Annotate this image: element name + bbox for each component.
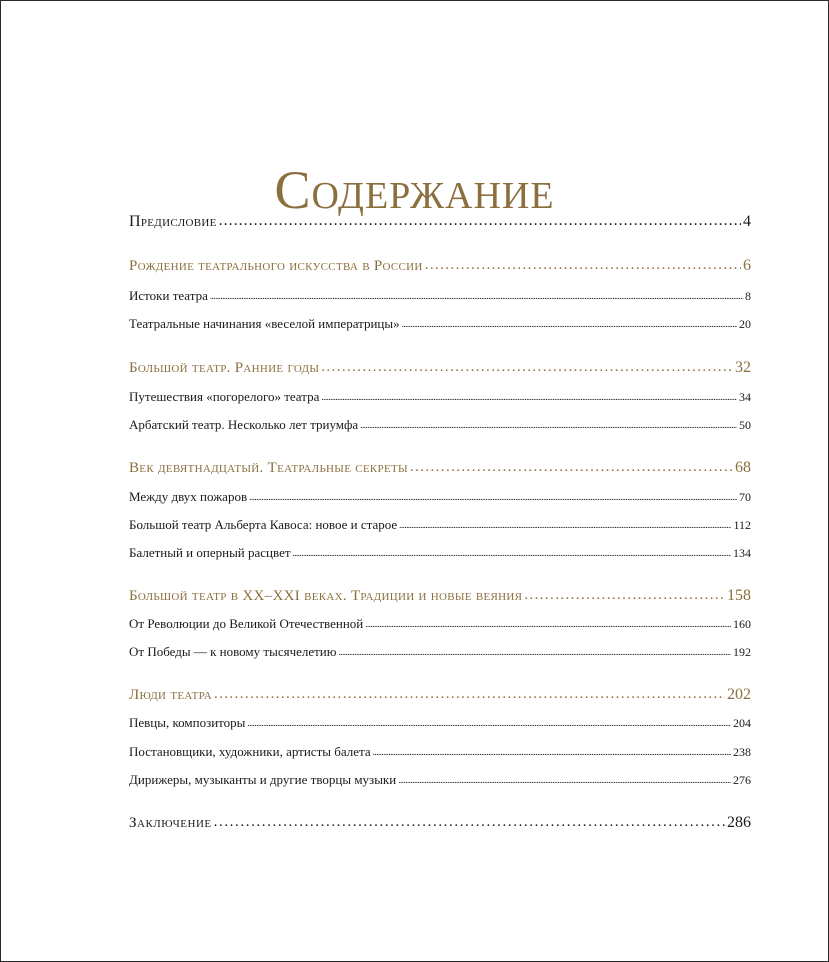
toc-entry-origins[interactable] <box>129 288 751 304</box>
toc-entry-label: Большой театр в XX–XXI веках. Традиции и новые веяния <box>129 588 523 604</box>
toc-entry-empress[interactable] <box>129 316 751 332</box>
dot-leader <box>365 615 731 631</box>
dot-leader <box>410 459 733 476</box>
dot-leader <box>247 714 731 730</box>
toc-entry-label: Путешествия «погорелого» театра <box>129 389 320 404</box>
toc-entry-label: От Революции до Великой Отечественной <box>129 616 364 631</box>
dot-leader <box>214 814 725 831</box>
toc-entry-travels[interactable] <box>129 389 751 405</box>
dot-leader <box>321 359 733 376</box>
toc-entry-label: Певцы, композиторы <box>129 715 246 730</box>
toc-entry-label: Большой театр. Ранние годы <box>129 360 320 376</box>
toc-entry-page: 202 <box>727 686 751 703</box>
toc-entry-label: Между двух пожаров <box>129 489 248 504</box>
toc-entry-label: Дирижеры, музыканты и другие творцы музыки <box>129 772 397 787</box>
toc-entry-label: Большой театр Альберта Кавоса: новое и старое <box>129 517 398 532</box>
toc-entry-page: 158 <box>727 587 751 604</box>
toc-entry-preface[interactable] <box>129 213 751 231</box>
toc-entry-page: 134 <box>733 546 751 560</box>
toc-entry-directors[interactable] <box>129 744 751 760</box>
toc-entry-label: Люди театра <box>129 687 212 703</box>
toc-entry-page: 50 <box>739 418 751 432</box>
dot-leader <box>293 544 731 560</box>
toc-entry-label: Арбатский театр. Несколько лет триумфа <box>129 417 359 432</box>
toc-section-birth-of-theatre[interactable] <box>129 257 751 275</box>
toc-entry-page: 20 <box>739 317 751 331</box>
dot-leader <box>214 686 725 703</box>
toc-section-20th-21st-century[interactable] <box>129 587 751 605</box>
dot-leader <box>249 488 737 504</box>
dot-leader <box>524 587 725 604</box>
dot-leader <box>321 388 737 404</box>
toc-entry-two-fires[interactable] <box>129 489 751 505</box>
toc-entry-arbat[interactable] <box>129 417 751 433</box>
page-title: Содержание <box>274 160 555 221</box>
dot-leader <box>373 743 731 759</box>
toc-entry-ballet-opera[interactable] <box>129 545 751 561</box>
table-of-contents <box>129 1 751 961</box>
toc-entry-page: 34 <box>739 390 751 404</box>
toc-entry-page: 4 <box>743 213 751 230</box>
toc-entry-label: Театральные начинания «веселой императрицы» <box>129 316 400 331</box>
dot-leader <box>360 416 737 432</box>
dot-leader <box>399 516 731 532</box>
toc-entry-page: 32 <box>735 359 751 376</box>
toc-section-early-years[interactable] <box>129 359 751 377</box>
toc-section-nineteenth-century[interactable] <box>129 459 751 477</box>
toc-entry-singers[interactable] <box>129 715 751 731</box>
toc-entry-cavos[interactable] <box>129 517 751 533</box>
toc-entry-page: 70 <box>739 490 751 504</box>
dot-leader <box>338 643 731 659</box>
toc-entry-page: 192 <box>733 645 751 659</box>
toc-entry-page: 6 <box>743 257 751 274</box>
toc-entry-label: Век девятнадцатый. Театральные секреты <box>129 460 408 476</box>
toc-section-people[interactable] <box>129 686 751 704</box>
toc-entry-conductors[interactable] <box>129 772 751 788</box>
toc-entry-label: Истоки театра <box>129 288 208 303</box>
dot-leader <box>210 287 743 303</box>
toc-entry-label: Балетный и оперный расцвет <box>129 545 291 560</box>
toc-entry-label: Заключение <box>129 815 212 831</box>
toc-entry-label: Постановщики, художники, артисты балета <box>129 744 371 759</box>
toc-entry-page: 204 <box>733 716 751 730</box>
dot-leader <box>398 771 731 787</box>
dot-leader <box>402 315 737 331</box>
toc-entry-revolution[interactable] <box>129 616 751 632</box>
toc-entry-page: 112 <box>733 518 751 532</box>
toc-entry-label: Предисловие <box>129 213 217 230</box>
toc-entry-page: 276 <box>733 773 751 787</box>
toc-entry-page: 8 <box>745 289 751 303</box>
toc-entry-page: 160 <box>733 617 751 631</box>
toc-entry-label: Рождение театрального искусства в России <box>129 258 423 274</box>
dot-leader <box>219 212 741 230</box>
dot-leader <box>425 257 741 274</box>
toc-entry-label: От Победы — к новому тысячелетию <box>129 644 337 659</box>
toc-entry-conclusion[interactable] <box>129 814 751 832</box>
toc-entry-page: 68 <box>735 459 751 476</box>
toc-entry-page: 286 <box>727 814 751 831</box>
toc-entry-page: 238 <box>733 745 751 759</box>
toc-entry-victory[interactable] <box>129 644 751 660</box>
